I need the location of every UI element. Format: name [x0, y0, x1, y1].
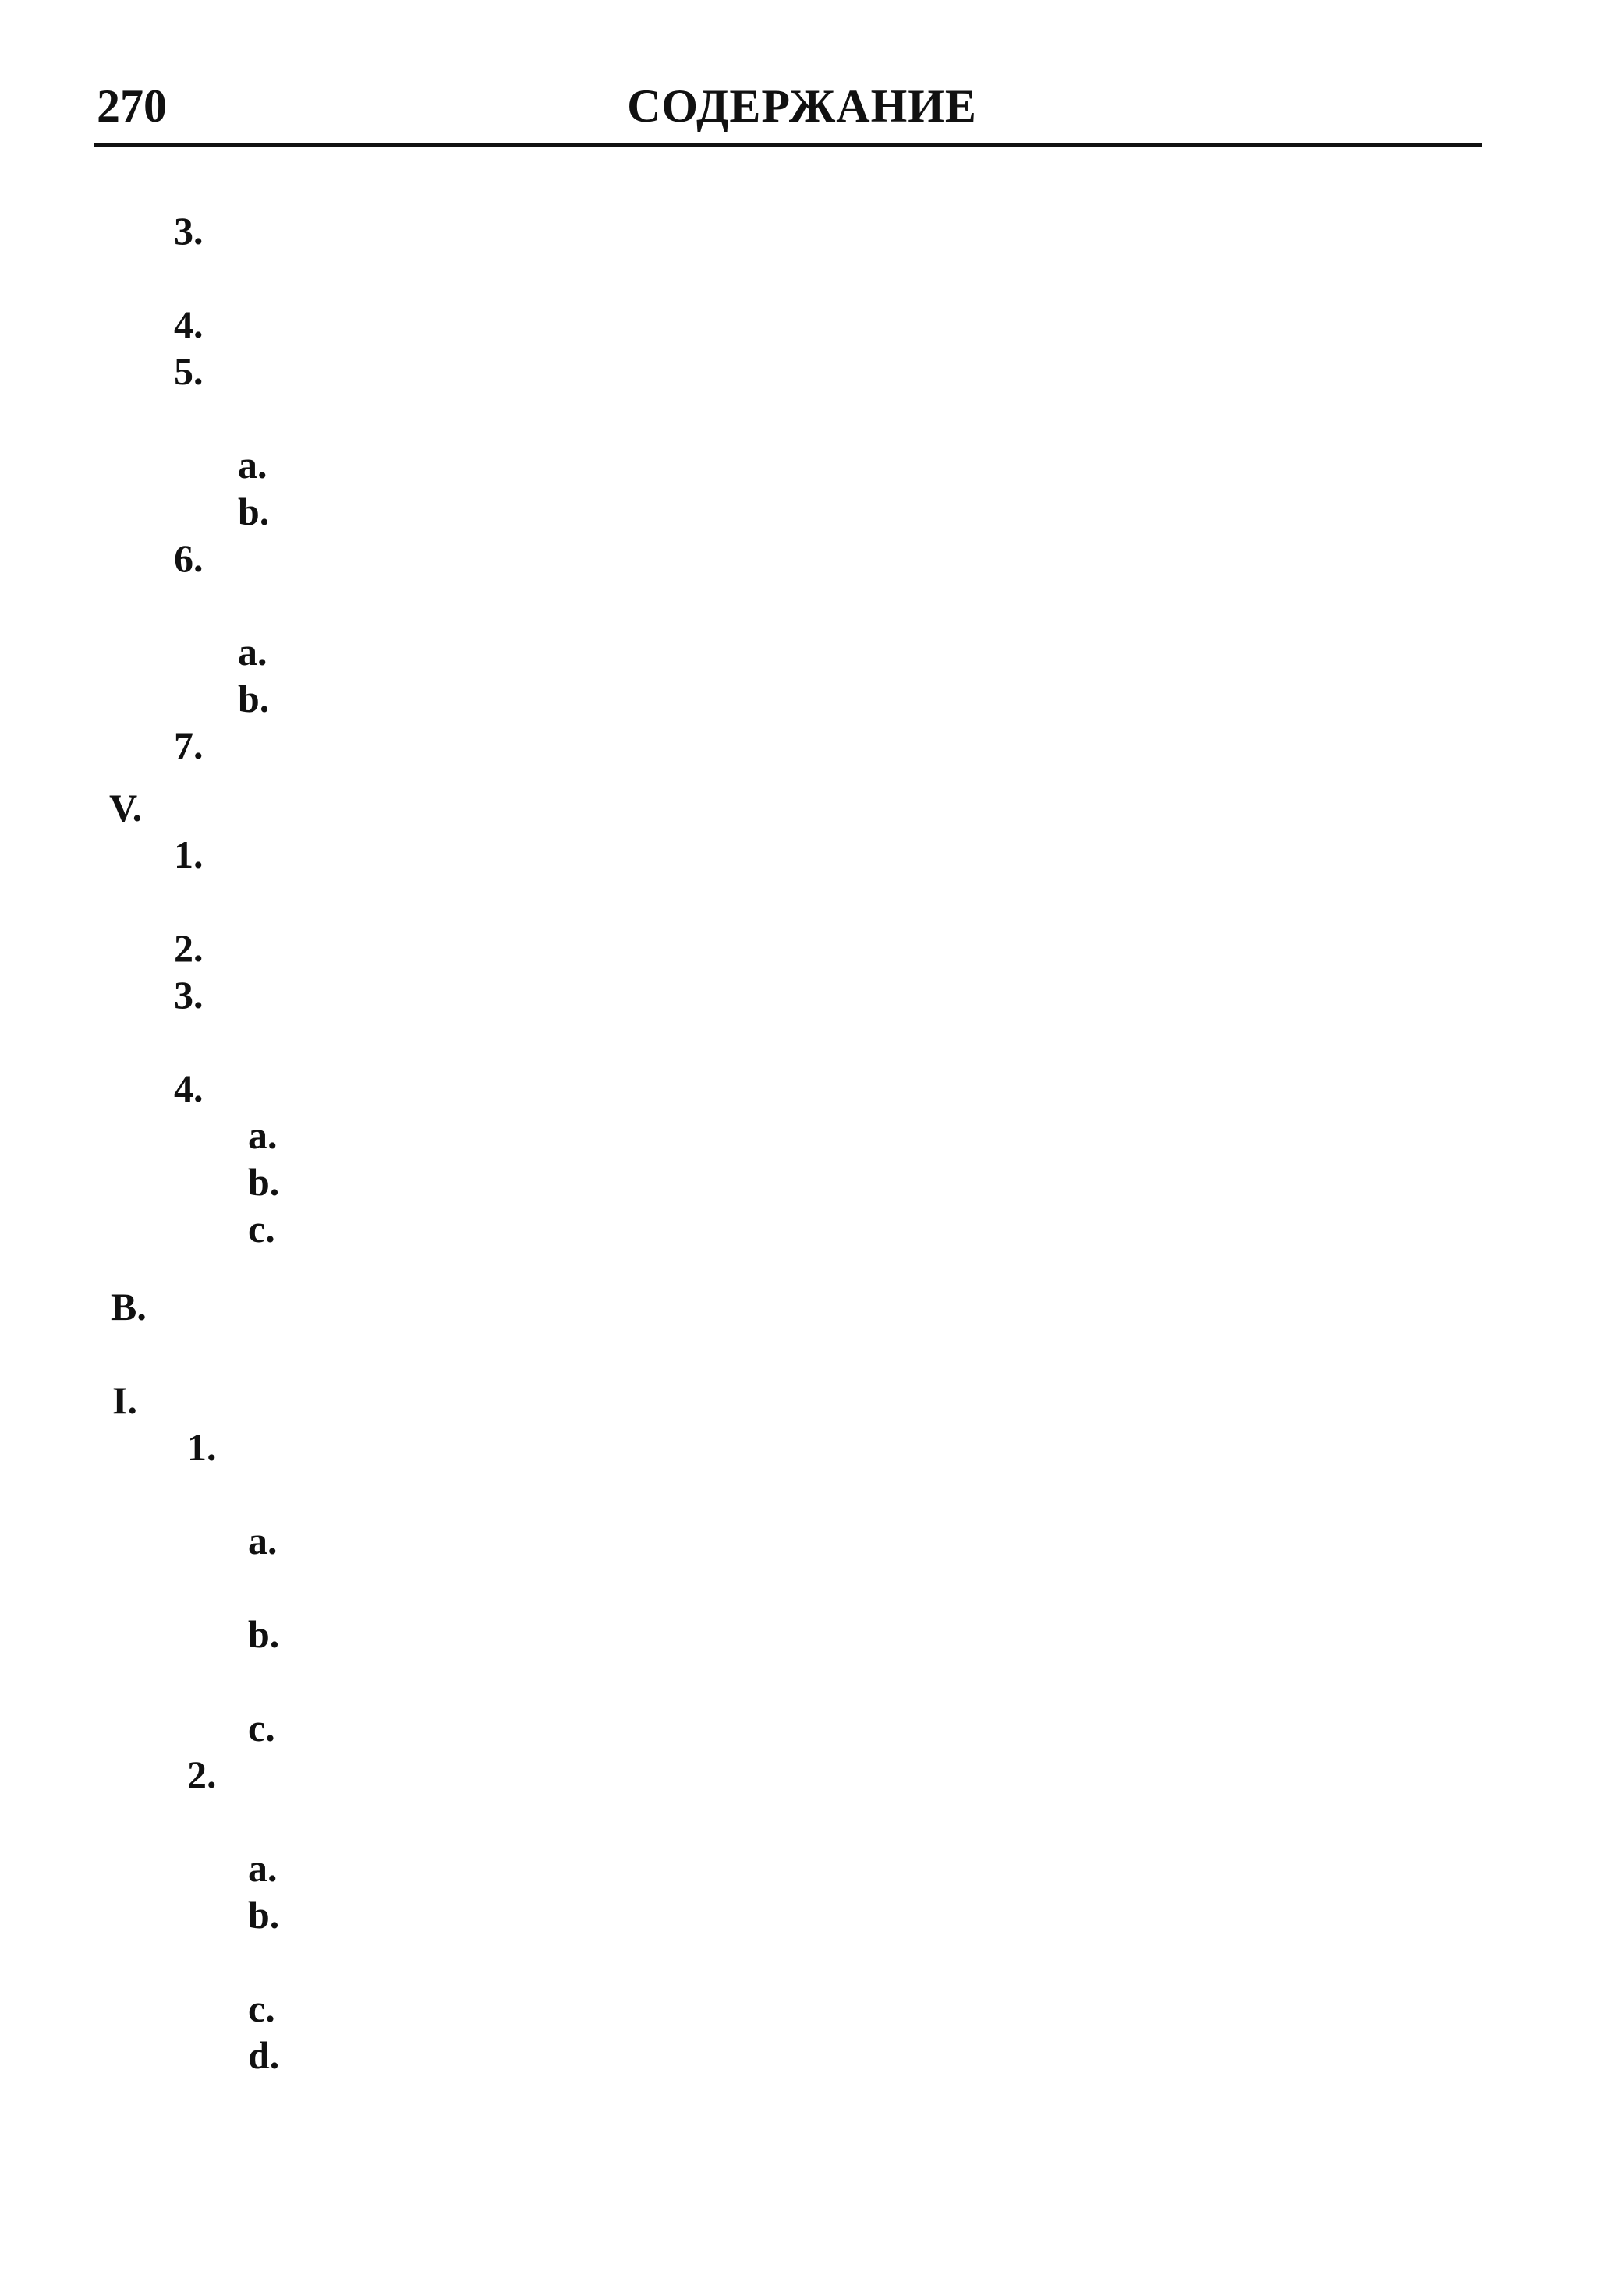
- toc-entry-number: a.: [248, 1846, 278, 1890]
- page-title: СОДЕРЖАНИЕ: [627, 80, 977, 132]
- toc-entry-number: b.: [238, 490, 270, 533]
- toc-entry-number: 2.: [187, 1753, 217, 1796]
- toc-entry-number: a.: [238, 443, 267, 486]
- toc-entry-number: I.: [112, 1378, 137, 1422]
- toc-entry-number: 1.: [174, 833, 204, 876]
- toc-entry-number: d.: [248, 2033, 280, 2077]
- toc-entry-number: b.: [248, 1160, 280, 1204]
- toc-entry-number: 5.: [174, 349, 204, 393]
- toc-entry-number: 2.: [174, 926, 204, 970]
- toc-entry-number: 7.: [174, 723, 204, 767]
- toc-entry-number: 1.: [187, 1425, 217, 1469]
- toc-entry-number: a.: [248, 1113, 278, 1157]
- toc-entry-number: V.: [109, 786, 143, 830]
- toc-entry-number: c.: [248, 1706, 275, 1749]
- toc-entry-number: a.: [248, 1519, 278, 1562]
- toc-entry-number: b.: [248, 1893, 280, 1937]
- toc-entry-number: 6.: [174, 536, 204, 580]
- header-rule: [94, 143, 1482, 147]
- toc-entry-number: c.: [248, 1986, 275, 2030]
- page-number: 270: [97, 80, 167, 132]
- toc-entry-number: 3.: [174, 209, 204, 253]
- toc-entry-number: 4.: [174, 302, 204, 346]
- toc-entry-number: b.: [238, 677, 270, 720]
- toc-entry-number: c.: [248, 1207, 275, 1251]
- toc-entry-number: 4.: [174, 1067, 204, 1110]
- toc-entry-number: b.: [248, 1612, 280, 1656]
- toc-entry-number: a.: [238, 630, 267, 674]
- toc-entry-number: 3.: [174, 973, 204, 1017]
- toc-entry-number: B.: [111, 1285, 147, 1328]
